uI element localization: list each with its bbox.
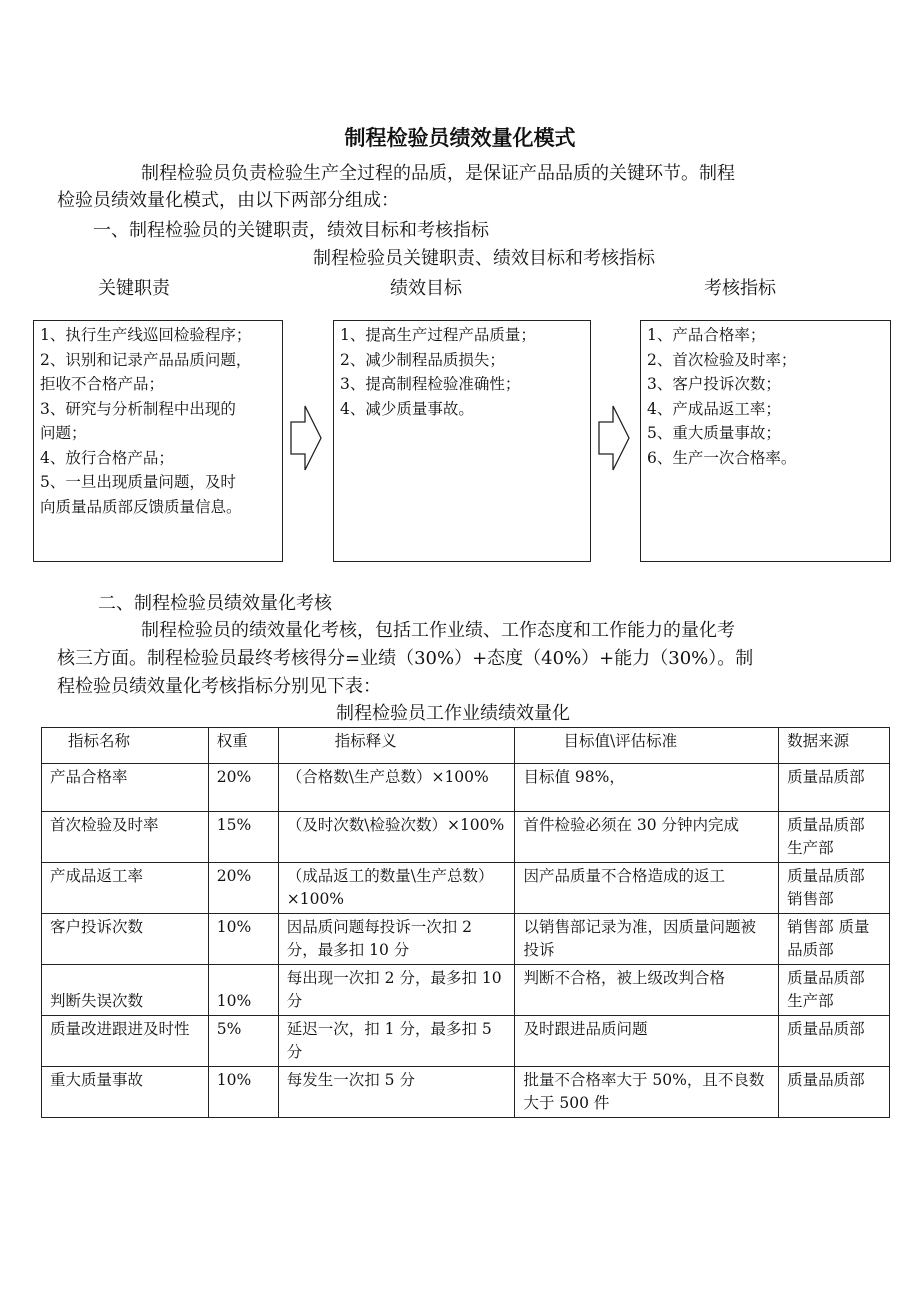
- goal-line: 4、减少质量事故。: [340, 399, 474, 418]
- cell-name: 产品合格率: [42, 764, 209, 812]
- cell-definition: 每出现一次扣 2 分，最多扣 10 分: [278, 965, 515, 1016]
- cell-definition: （合格数\生产总数）×100%: [278, 764, 515, 812]
- cell-weight: 20%: [208, 764, 278, 812]
- cell-weight: 10%: [208, 914, 278, 965]
- goal-line: 3、提高制程检验准确性；: [340, 375, 521, 393]
- table-row: [42, 965, 890, 1016]
- section2-heading: 二、制程检验员绩效量化考核: [98, 593, 332, 614]
- page-title: 制程检验员绩效量化模式: [344, 125, 576, 150]
- cell-name: 首次检验及时率: [42, 812, 209, 863]
- header-source: 数据来源: [779, 728, 890, 764]
- cell-definition: 因品质问题每投诉一次扣 2 分，最多扣 10 分: [278, 914, 515, 965]
- cell-source: 质量品质部: [779, 1067, 890, 1118]
- table-row: [42, 1067, 890, 1118]
- goals-box: [333, 320, 591, 562]
- table-title: 制程检验员工作业绩绩效量化: [336, 703, 570, 724]
- duty-line: 3、研究与分析制程中出现的: [40, 399, 236, 418]
- intro-line-1: 制程检验员负责检验生产全过程的品质，是保证产品品质的关键环节。制程: [141, 163, 735, 184]
- cell-name: 产成品返工率: [42, 863, 209, 914]
- cell-source: 质量品质部 销售部: [779, 863, 890, 914]
- goals-header: 绩效目标: [390, 278, 462, 299]
- indicators-box: [640, 320, 891, 562]
- arrow-right-icon: [596, 403, 632, 473]
- goal-line: 2、减少制程品质损失；: [340, 350, 505, 369]
- duty-line: 2、识别和记录产品品质问题，: [40, 350, 252, 369]
- section1-heading: 一、制程检验员的关键职责，绩效目标和考核指标: [93, 220, 489, 241]
- header-name: 指标名称: [42, 728, 209, 764]
- indicators-header: 考核指标: [704, 278, 776, 299]
- cell-target: 目标值 98%，: [515, 764, 779, 812]
- table-row: [42, 863, 890, 914]
- cell-target: 以销售部记录为准，因质量问题被投诉: [515, 914, 779, 965]
- cell-source: 质量品质部 生产部: [779, 812, 890, 863]
- cell-target: 首件检验必须在 30 分钟内完成: [515, 812, 779, 863]
- cell-name: 客户投诉次数: [42, 914, 209, 965]
- performance-table: [41, 727, 890, 1118]
- indicator-line: 6、生产一次合格率。: [647, 448, 797, 467]
- cell-name: 质量改进跟进及时性: [42, 1016, 209, 1067]
- indicator-line: 4、产成品返工率；: [647, 399, 781, 418]
- goal-line: 1、提高生产过程产品质量；: [340, 326, 536, 344]
- intro-line-2: 检验员绩效量化模式，由以下两部分组成：: [57, 190, 399, 211]
- cell-weight: 15%: [208, 812, 278, 863]
- table-row: [42, 1016, 890, 1067]
- indicator-line: 5、重大质量事故；: [647, 424, 781, 442]
- cell-target: 批量不合格率大于 50%，且不良数大于 500 件: [515, 1067, 779, 1118]
- cell-definition: 每发生一次扣 5 分: [278, 1067, 515, 1118]
- cell-target: 判断不合格，被上级改判合格: [515, 965, 779, 1016]
- section2-line-1: 制程检验员的绩效量化考核，包括工作业绩、工作态度和工作能力的量化考: [141, 620, 735, 641]
- cell-source: 质量品质部: [779, 1016, 890, 1067]
- table-header-row: [42, 728, 890, 764]
- cell-name: 判断失误次数: [42, 965, 209, 1016]
- duties-box: [33, 320, 283, 562]
- cell-target: 因产品质量不合格造成的返工: [515, 863, 779, 914]
- indicator-line: 3、客户投诉次数；: [647, 375, 781, 393]
- header-definition: 指标释义: [278, 728, 515, 764]
- cell-weight: 20%: [208, 863, 278, 914]
- section2-line-3: 程检验员绩效量化考核指标分别见下表：: [57, 676, 381, 697]
- cell-definition: （成品返工的数量\生产总数）×100%: [278, 863, 515, 914]
- header-target: 目标值\评估标准: [515, 728, 779, 764]
- cell-source: 销售部 质量品质部: [779, 914, 890, 965]
- cell-definition: （及时次数\检验次数）×100%: [278, 812, 515, 863]
- header-weight: 权重: [208, 728, 278, 764]
- cell-weight: 10%: [208, 965, 278, 1016]
- duty-line: 5、一旦出现质量问题，及时: [40, 473, 236, 491]
- duties-header: 关键职责: [98, 278, 170, 299]
- indicator-line: 2、首次检验及时率；: [647, 350, 797, 369]
- table-row: [42, 812, 890, 863]
- duty-line: 向质量品质部反馈质量信息。: [40, 497, 242, 516]
- duty-line: 1、执行生产线巡回检验程序；: [40, 326, 252, 344]
- duty-line: 拒收不合格产品；: [40, 375, 165, 393]
- cell-weight: 10%: [208, 1067, 278, 1118]
- cell-name: 重大质量事故: [42, 1067, 209, 1118]
- duty-line: 问题；: [40, 424, 87, 442]
- duty-line: 4、放行合格产品；: [40, 448, 174, 467]
- cell-source: 质量品质部: [779, 764, 890, 812]
- indicator-line: 1、产品合格率；: [647, 326, 766, 344]
- cell-source: 质量品质部 生产部: [779, 965, 890, 1016]
- section1-subtitle: 制程检验员关键职责、绩效目标和考核指标: [313, 248, 655, 269]
- table-row: [42, 914, 890, 965]
- cell-definition: 延迟一次，扣 1 分，最多扣 5 分: [278, 1016, 515, 1067]
- arrow-right-icon: [288, 403, 324, 473]
- cell-target: 及时跟进品质问题: [515, 1016, 779, 1067]
- section2-line-2: 核三方面。制程检验员最终考核得分=业绩（30%）+态度（40%）+能力（30%）。制: [57, 648, 754, 669]
- cell-weight: 5%: [208, 1016, 278, 1067]
- table-row: [42, 764, 890, 812]
